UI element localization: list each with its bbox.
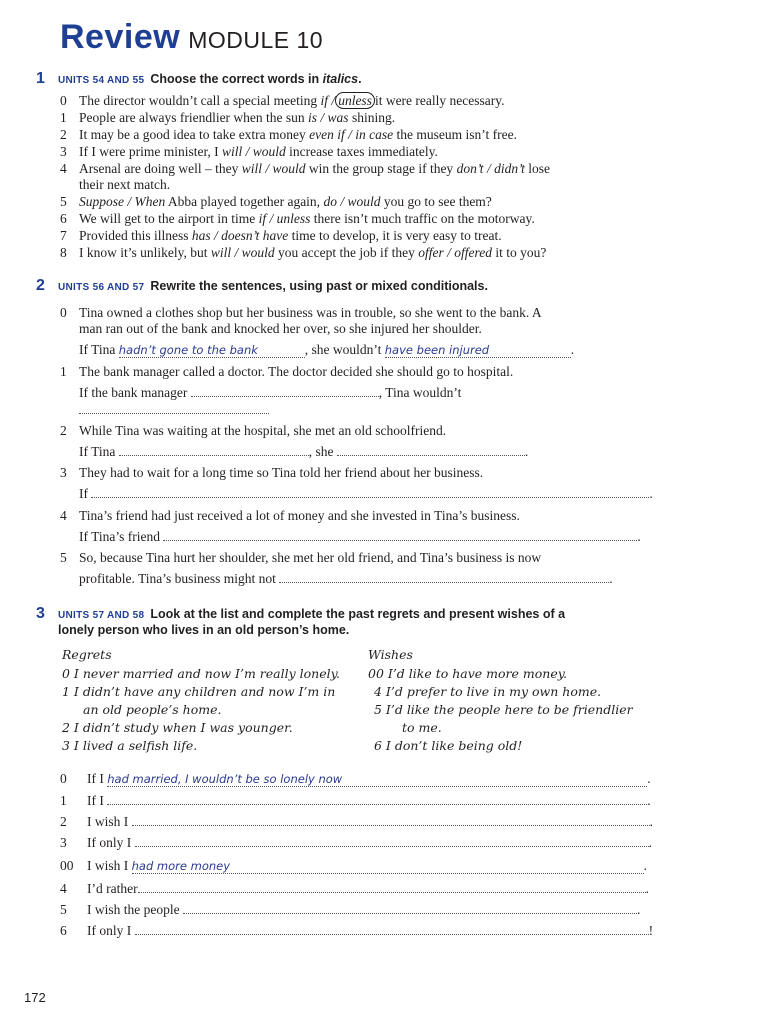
circled-answer: unless bbox=[335, 92, 375, 109]
ex1-item-6: 6 We will get to the airport in time if / unless there isn’t much traffic on the motorway. bbox=[60, 211, 535, 226]
regret-1: 1 I didn’t have any children and now I’m in bbox=[62, 684, 336, 699]
ex3-item-00: 00 I wish I had more money . bbox=[60, 858, 647, 873]
ex2-item-5: 5 So, because Tina hurt her shoulder, she met her old friend, and Tina’s business is now bbox=[60, 550, 542, 565]
ex3-item-3: 3 If only I . bbox=[60, 835, 652, 850]
handwritten-answer: hadn’t gone to the bank bbox=[118, 343, 258, 357]
wishes-heading: Wishes bbox=[368, 647, 413, 662]
ex1-item-3: 3 If I were prime minister, I will / would increase taxes immediately. bbox=[60, 144, 438, 159]
answer-blank[interactable] bbox=[135, 923, 649, 935]
answer-blank[interactable] bbox=[91, 486, 649, 498]
wish-4: 4 I’d prefer to live in my own home. bbox=[374, 684, 602, 699]
ex2-item-2: 2 While Tina was waiting at the hospital, she met an old schoolfriend. bbox=[60, 423, 447, 438]
ex1-item-2: 2 It may be a good idea to take extra money even if / in case the museum isn’t free. bbox=[60, 127, 517, 142]
page-number: 172 bbox=[24, 990, 46, 1005]
ex3-item-6: 6 If only I ! bbox=[60, 923, 654, 938]
answer-blank[interactable] bbox=[107, 793, 647, 805]
wish-6: 6 I don’t like being old! bbox=[374, 738, 523, 753]
ex3-item-2: 2 I wish I . bbox=[60, 814, 653, 829]
ex2-item-0: 0 Tina owned a clothes shop but her business was in trouble, so she went to the bank. A bbox=[60, 305, 542, 320]
answer-blank[interactable] bbox=[191, 385, 379, 397]
answer-blank[interactable] bbox=[135, 835, 649, 847]
ex2-item-3: 3 They had to wait for a long time so Tina told her friend about her business. bbox=[60, 465, 484, 480]
answer-blank[interactable] bbox=[183, 902, 637, 914]
answer-blank[interactable] bbox=[337, 444, 525, 456]
answer-blank[interactable] bbox=[163, 529, 637, 541]
review-heading: Review bbox=[60, 18, 181, 56]
ex3-item-5: 5 I wish the people . bbox=[60, 902, 641, 917]
module-heading: MODULE 10 bbox=[188, 27, 324, 53]
wish-5: 5 I’d like the people here to be friendlier bbox=[374, 702, 633, 717]
answer-blank[interactable] bbox=[119, 444, 309, 456]
ex1-item-0: 0 The director wouldn’t call a special meeting if / unless it were really necessary. bbox=[60, 93, 505, 108]
exercise-3-header: 3 UNITS 57 AND 58 Look at the list and complete the past regrets and present wishes of a bbox=[36, 605, 566, 622]
handwritten-answer: had married, I wouldn’t be so lonely now bbox=[107, 772, 343, 786]
handwritten-answer: have been injured bbox=[384, 343, 490, 357]
ex1-item-4: 4 Arsenal are doing well – they will / would win the group stage if they don’t / didn’t lose bbox=[60, 161, 550, 176]
ex1-item-1: 1 People are always friendlier when the sun is / was shining. bbox=[60, 110, 396, 125]
regrets-heading: Regrets bbox=[62, 647, 112, 662]
ex2-example-answer: If Tina hadn’t gone to the bank , she wouldn’t have been injured . bbox=[79, 342, 575, 357]
ex3-item-1: 1 If I . bbox=[60, 793, 651, 808]
answer-blank[interactable] bbox=[279, 571, 609, 583]
page-title bbox=[60, 18, 323, 57]
exercise-2-header: 2 UNITS 56 AND 57 Rewrite the sentences, using past or mixed conditionals. bbox=[36, 277, 488, 294]
answer-blank[interactable] bbox=[132, 814, 650, 826]
ex3-item-4: 4 I’d rather . bbox=[60, 881, 649, 896]
ex1-item-8: 8 I know it’s unlikely, but will / would you accept the job if they offer / offered it to you? bbox=[60, 245, 547, 260]
ex2-item-1: 1 The bank manager called a doctor. The doctor decided she should go to hospital. bbox=[60, 364, 514, 379]
exercise-1-header: 1 UNITS 54 AND 55 Choose the correct words in italics. bbox=[36, 70, 362, 87]
ex2-item-4: 4 Tina’s friend had just received a lot of money and she invested in Tina’s business. bbox=[60, 508, 520, 523]
ex1-item-7: 7 Provided this illness has / doesn’t have time to develop, it is very easy to treat. bbox=[60, 228, 502, 243]
answer-blank[interactable] bbox=[79, 402, 269, 414]
ex1-item-4-cont: their next match. bbox=[79, 177, 171, 192]
regret-0: 0 I never married and now I’m really lonely. bbox=[62, 666, 340, 681]
page: Review MODULE 10 1 UNITS 54 AND 55 Choose the correct words in italics. 0 The director wouldn’t call a special meeting if / unless it were really necessary. 1 People are always friendlier when the sun is / was shining. 2 It may be a good idea to take extra money even if / in case the museum isn’t free. 3 If I were prime minister, I will / would increase taxes immediately. 4 Arsenal are doing well – they will / would win the group stage if they don’t / didn’t lose their next match. 5 Suppose / When Abba played together again, do / would you go to see them? 6 We will get to the airport in time if / unless there isn’t much traffic on the motorway. 7 Provided this illness has / doesn’t have time to develop, it is very easy to treat. 8 I know it’s unlikely, but will / would you accept the job if they offer / offered it to you? 2 UNITS 56 AND 57 Rewrite the sentences, using past or mixed conditionals. 0 Tina owned a clothes shop but her business was in trouble, so she went to the bank. A man ran out of the bank and knocked her over, so she injured her shoulder. If Tina hadn’t gone to the bank , she wouldn’t have been injured . 1 The bank manager called a doctor. The doctor decided she should go to hospital. If the bank manager , Tina wouldn’t 2 While Tina was waiting at the hospital, she met an old schoolfriend. If Tina , she . 3 They had to wait for a long time so Tina told her friend about her business. If . 4 Tina’s friend had just received a lot of money and she invested in Tina’s business. If Tina’s friend . 5 So, because Tina hurt her shoulder, she met her old friend, and Tina’s business is now profitable. Tina’s business might not . 3 UNITS 57 AND 58 Look at the list and complete the past regrets and present wishes of a lonely person who lives in an old person’s home. Regrets 0 I never married and now I’m really lonely. 1 I didn’t have any children and now I’m in an old people’s home. 2 I didn’t study when I was younger. 3 I lived a selfish life. Wishes 00 I’d like to have more money. 4 I’d prefer to live in my own home. 5 I’d like the people here to be friendlier to me. 6 I don’t like being old! 0 If I had married, I wouldn’t be so lonely now . 1 If I . 2 I wish I . 3 If only I . 00 I wish I had more money . 4 I’d rather . 5 I wish the people . 6 If only I ! 172 bbox=[24, 18, 654, 1005]
wish-00: 00 I’d like to have more money. bbox=[368, 666, 568, 681]
regret-3: 3 I lived a selfish life. bbox=[62, 738, 198, 753]
handwritten-answer: had more money bbox=[131, 859, 231, 873]
ex1-item-5: 5 Suppose / When Abba played together again, do / would you go to see them? bbox=[60, 194, 492, 209]
ex3-item-0: 0 If I had married, I wouldn’t be so lonely now . bbox=[60, 771, 651, 786]
regret-2: 2 I didn’t study when I was younger. bbox=[62, 720, 293, 735]
answer-blank[interactable] bbox=[138, 881, 646, 893]
